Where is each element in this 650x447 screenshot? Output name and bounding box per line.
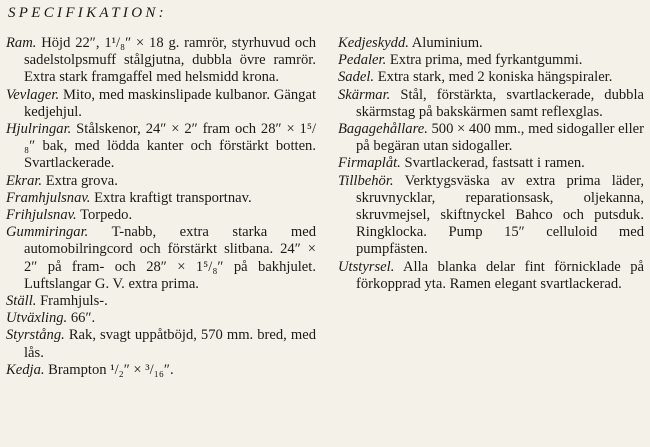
spec-term: Tillbehör.: [338, 172, 394, 189]
spec-entry: [6, 293, 316, 310]
spec-term: Pedaler.: [338, 52, 387, 69]
spec-entry: [338, 87, 644, 121]
spec-description: 500 × 400 mm., med sidogaller eller på begäran utan sidogaller.: [356, 121, 645, 155]
spec-description: Rak, svagt uppåtböjd, 570 mm. bred, med lås.: [24, 327, 316, 361]
spec-description: Framhjuls-.: [40, 293, 108, 310]
spec-description: Aluminium.: [411, 35, 483, 51]
spec-description: Extra grova.: [45, 172, 118, 189]
spec-entry: [338, 52, 644, 69]
spec-term: Frihjulsnav.: [6, 207, 77, 224]
spec-term: Ram.: [6, 35, 37, 51]
spec-description: Stålskenor, 24″ × 2″ fram och 28″ × 1⁵/₈″ bak, med lödda kanter och förstärkt botten. Svartlackerade.: [24, 121, 316, 172]
spec-term: Kedja.: [6, 361, 45, 378]
right-column: [338, 35, 644, 293]
spec-entry: [6, 224, 316, 293]
spec-entry: [6, 190, 316, 207]
spec-entry: [338, 155, 644, 172]
spec-term: Skärmar.: [338, 86, 391, 103]
spec-description: Brampton ¹/₂″ × ³/₁₆″.: [48, 361, 174, 378]
spec-term: Styrstång.: [6, 327, 65, 344]
spec-entry: [338, 69, 644, 86]
spec-term: Utväxling.: [6, 310, 68, 327]
spec-description: Extra kraftigt transportnav.: [94, 189, 252, 206]
spec-entry: [6, 310, 316, 327]
spec-term: Vevlager.: [6, 86, 60, 103]
spec-description: Höjd 22″, 1¹/₈″ × 18 g. ramrör, styrhuvud och sadelstolpsmuff stålgjutna, dubbla övre ramrör. Extra stark framgaffel med helsmidd krona.: [24, 35, 317, 86]
spec-term: Framhjulsnav.: [6, 189, 91, 206]
spec-description: Torpedo.: [80, 207, 133, 224]
spec-description: Extra prima, med fyrkantgummi.: [389, 52, 583, 69]
spec-term: Hjulringar.: [6, 121, 72, 138]
spec-term: Kedjeskydd.: [338, 35, 409, 51]
spec-description: Verktygsväska av extra prima läder, skruvnycklar, reparationsask, oljekanna, skruvmejsel, skiftnyckel Bahco och putsduk. Ringklocka. Pump 15″ celluloid med pumpfästen.: [356, 172, 644, 258]
spec-entry: [338, 259, 644, 293]
spec-term: Firmaplåt.: [338, 155, 401, 172]
spec-entry: [6, 121, 316, 173]
spec-entry: [338, 35, 644, 52]
spec-description: Extra stark, med 2 koniska hängspiraler.: [377, 69, 613, 86]
spec-entry: [6, 327, 316, 361]
spec-term: Utstyrsel.: [338, 258, 395, 275]
spec-description: Svartlackerad, fastsatt i ramen.: [404, 155, 585, 172]
spec-description: Mito, med maskinslipade kulbanor. Gängat kedjehjul.: [24, 86, 317, 120]
spec-entry: [6, 362, 316, 379]
spec-term: Bagagehållare.: [338, 121, 428, 138]
spec-entry: [338, 173, 644, 259]
spec-entry: [6, 207, 316, 224]
page-heading: SPECIFIKATION:: [8, 5, 167, 21]
spec-description: Stål, förstärkta, svartlackerade, dubbla skärmstag på bakskärmen samt reflexglas.: [356, 86, 644, 120]
spec-entry: [6, 173, 316, 190]
spec-term: Gummiringar.: [6, 224, 89, 241]
spec-entry: [6, 87, 316, 121]
spec-description: 66″.: [70, 310, 96, 327]
spec-term: Ställ.: [6, 293, 37, 310]
spec-term: Ekrar.: [6, 172, 43, 189]
spec-term: Sadel.: [338, 69, 375, 86]
spec-entry: [338, 121, 644, 155]
left-column: [6, 35, 316, 379]
spec-description: T-nabb, extra starka med automobilringcord och förstärkt slitbana. 24″ × 2″ på fram- och 28″ × 1⁵/₈″ på bakhjulet. Luftslangar G. V. extra prima.: [24, 224, 316, 292]
spec-entry: [6, 35, 316, 87]
spec-description: Alla blanka delar fint förnicklade på förkopprad yta. Ramen elegant svartlackerad.: [356, 258, 644, 292]
